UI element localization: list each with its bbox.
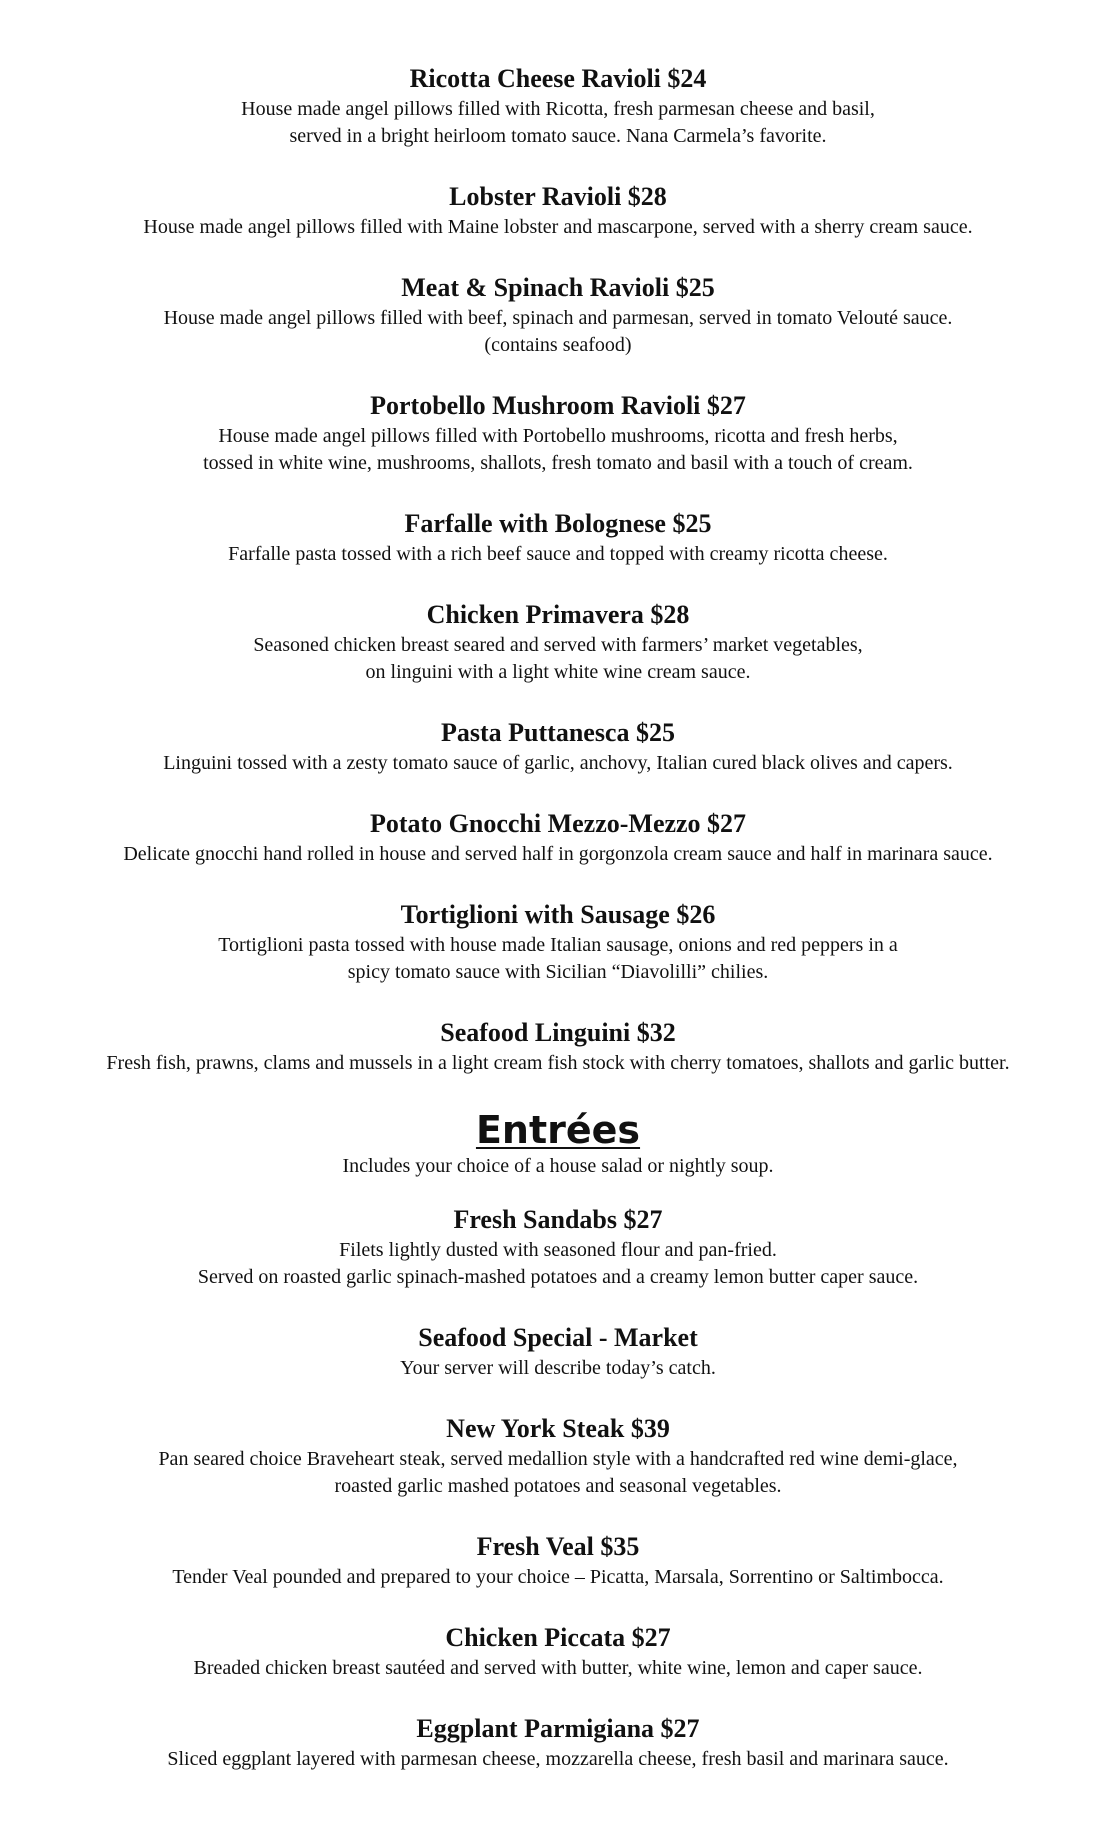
menu-item-description: [0, 1050, 1116, 1077]
menu-item: [0, 1016, 1116, 1077]
description-line: (contains seafood): [484, 334, 632, 356]
menu-item: [0, 898, 1116, 986]
menu-item: [0, 1412, 1116, 1500]
menu-item-description: [0, 1564, 1116, 1591]
menu-item-title: Lobster Ravioli $28: [449, 182, 667, 211]
menu-item-description: [0, 214, 1116, 241]
menu-item: [0, 180, 1116, 241]
description-line: Linguini tossed with a zesty tomato sauce of garlic, anchovy, Italian cured black olives and capers.: [163, 752, 953, 774]
menu-item: [0, 507, 1116, 568]
description-line: House made angel pillows filled with Portobello mushrooms, ricotta and fresh herbs,: [218, 425, 898, 447]
description-line: spicy tomato sauce with Sicilian “Diavolilli” chilies.: [347, 961, 769, 983]
menu-item: [0, 1621, 1116, 1682]
description-line: Tender Veal pounded and prepared to your choice – Picatta, Marsala, Sorrentino or Saltimbocca.: [172, 1566, 944, 1588]
menu-item: [0, 1712, 1116, 1773]
menu-item: [0, 62, 1116, 150]
pasta-list: [0, 62, 1116, 1077]
description-line: Fresh fish, prawns, clams and mussels in a light cream fish stock with cherry tomatoes, shallots and garlic butter.: [106, 1052, 1010, 1074]
menu-item-title: Fresh Sandabs $27: [453, 1205, 663, 1234]
menu-item-description: [0, 932, 1116, 986]
description-line: Sliced eggplant layered with parmesan cheese, mozzarella cheese, fresh basil and marinara sauce.: [167, 1748, 949, 1770]
menu-item: [0, 1321, 1116, 1382]
description-line: roasted garlic mashed potatoes and seasonal vegetables.: [334, 1475, 782, 1497]
menu-item-title: Farfalle with Bolognese $25: [404, 509, 712, 538]
description-line: served in a bright heirloom tomato sauce. Nana Carmela’s favorite.: [289, 125, 827, 147]
description-line: Breaded chicken breast sautéed and served with butter, white wine, lemon and caper sauce.: [193, 1657, 923, 1679]
menu-item-title: New York Steak $39: [446, 1414, 670, 1443]
menu-item-title: Portobello Mushroom Ravioli $27: [370, 391, 746, 420]
description-line: House made angel pillows filled with Maine lobster and mascarpone, served with a sherry cream sauce.: [143, 216, 973, 238]
menu-item: [0, 271, 1116, 359]
menu-item-description: [0, 632, 1116, 686]
section-heading-entrees: Entrées: [475, 1108, 641, 1152]
menu-item-description: [0, 96, 1116, 150]
menu-item: [0, 807, 1116, 868]
description-line: Seasoned chicken breast seared and served with farmers’ market vegetables,: [253, 634, 863, 656]
menu-item-title: Chicken Primavera $28: [426, 600, 690, 629]
description-line: on linguini with a light white wine cream sauce.: [365, 661, 751, 683]
menu-item-description: [0, 1655, 1116, 1682]
menu-item: [0, 389, 1116, 477]
menu-item-description: [0, 750, 1116, 777]
menu-item-title: Chicken Piccata $27: [445, 1623, 671, 1652]
menu-item-title: Meat & Spinach Ravioli $25: [401, 273, 715, 302]
menu-item-description: [0, 541, 1116, 568]
description-line: Your server will describe today’s catch.: [400, 1357, 716, 1379]
menu-item-title: Pasta Puttanesca $25: [441, 718, 675, 747]
menu-item-title: Eggplant Parmigiana $27: [416, 1714, 700, 1743]
section-note: Includes your choice of a house salad or nightly soup.: [342, 1155, 774, 1177]
menu-item: [0, 598, 1116, 686]
menu-item: [0, 1203, 1116, 1291]
description-line: House made angel pillows filled with Ricotta, fresh parmesan cheese and basil,: [241, 98, 875, 120]
description-line: Delicate gnocchi hand rolled in house and served half in gorgonzola cream sauce and half in marinara sauce.: [123, 843, 993, 865]
description-line: House made angel pillows filled with beef, spinach and parmesan, served in tomato Velouté sauce.: [163, 307, 953, 329]
description-line: Filets lightly dusted with seasoned flour and pan-fried.: [339, 1239, 777, 1261]
menu-item-description: [0, 1746, 1116, 1773]
description-line: Tortiglioni pasta tossed with house made Italian sausage, onions and red peppers in a: [218, 934, 898, 956]
description-line: tossed in white wine, mushrooms, shallots, fresh tomato and basil with a touch of cream.: [203, 452, 913, 474]
menu-item-description: [0, 1446, 1116, 1500]
menu-item-title: Tortiglioni with Sausage $26: [400, 900, 716, 929]
description-line: Pan seared choice Braveheart steak, served medallion style with a handcrafted red wine demi-glace,: [158, 1448, 958, 1470]
menu-page: [0, 62, 1116, 1803]
menu-item: [0, 716, 1116, 777]
description-line: Served on roasted garlic spinach-mashed potatoes and a creamy lemon butter caper sauce.: [197, 1266, 919, 1288]
menu-item-description: [0, 1237, 1116, 1291]
menu-item-title: Seafood Special - Market: [418, 1323, 698, 1352]
menu-item-title: Fresh Veal $35: [476, 1532, 640, 1561]
menu-item-title: Ricotta Cheese Ravioli $24: [409, 64, 707, 93]
menu-item-description: [0, 841, 1116, 868]
menu-item-title: Seafood Linguini $32: [440, 1018, 676, 1047]
menu-item: [0, 1530, 1116, 1591]
menu-item-description: [0, 423, 1116, 477]
entrees-list: [0, 1203, 1116, 1773]
menu-item-title: Potato Gnocchi Mezzo-Mezzo $27: [369, 809, 747, 838]
menu-item-description: [0, 1355, 1116, 1382]
description-line: Farfalle pasta tossed with a rich beef sauce and topped with creamy ricotta cheese.: [228, 543, 888, 565]
menu-item-description: [0, 305, 1116, 359]
